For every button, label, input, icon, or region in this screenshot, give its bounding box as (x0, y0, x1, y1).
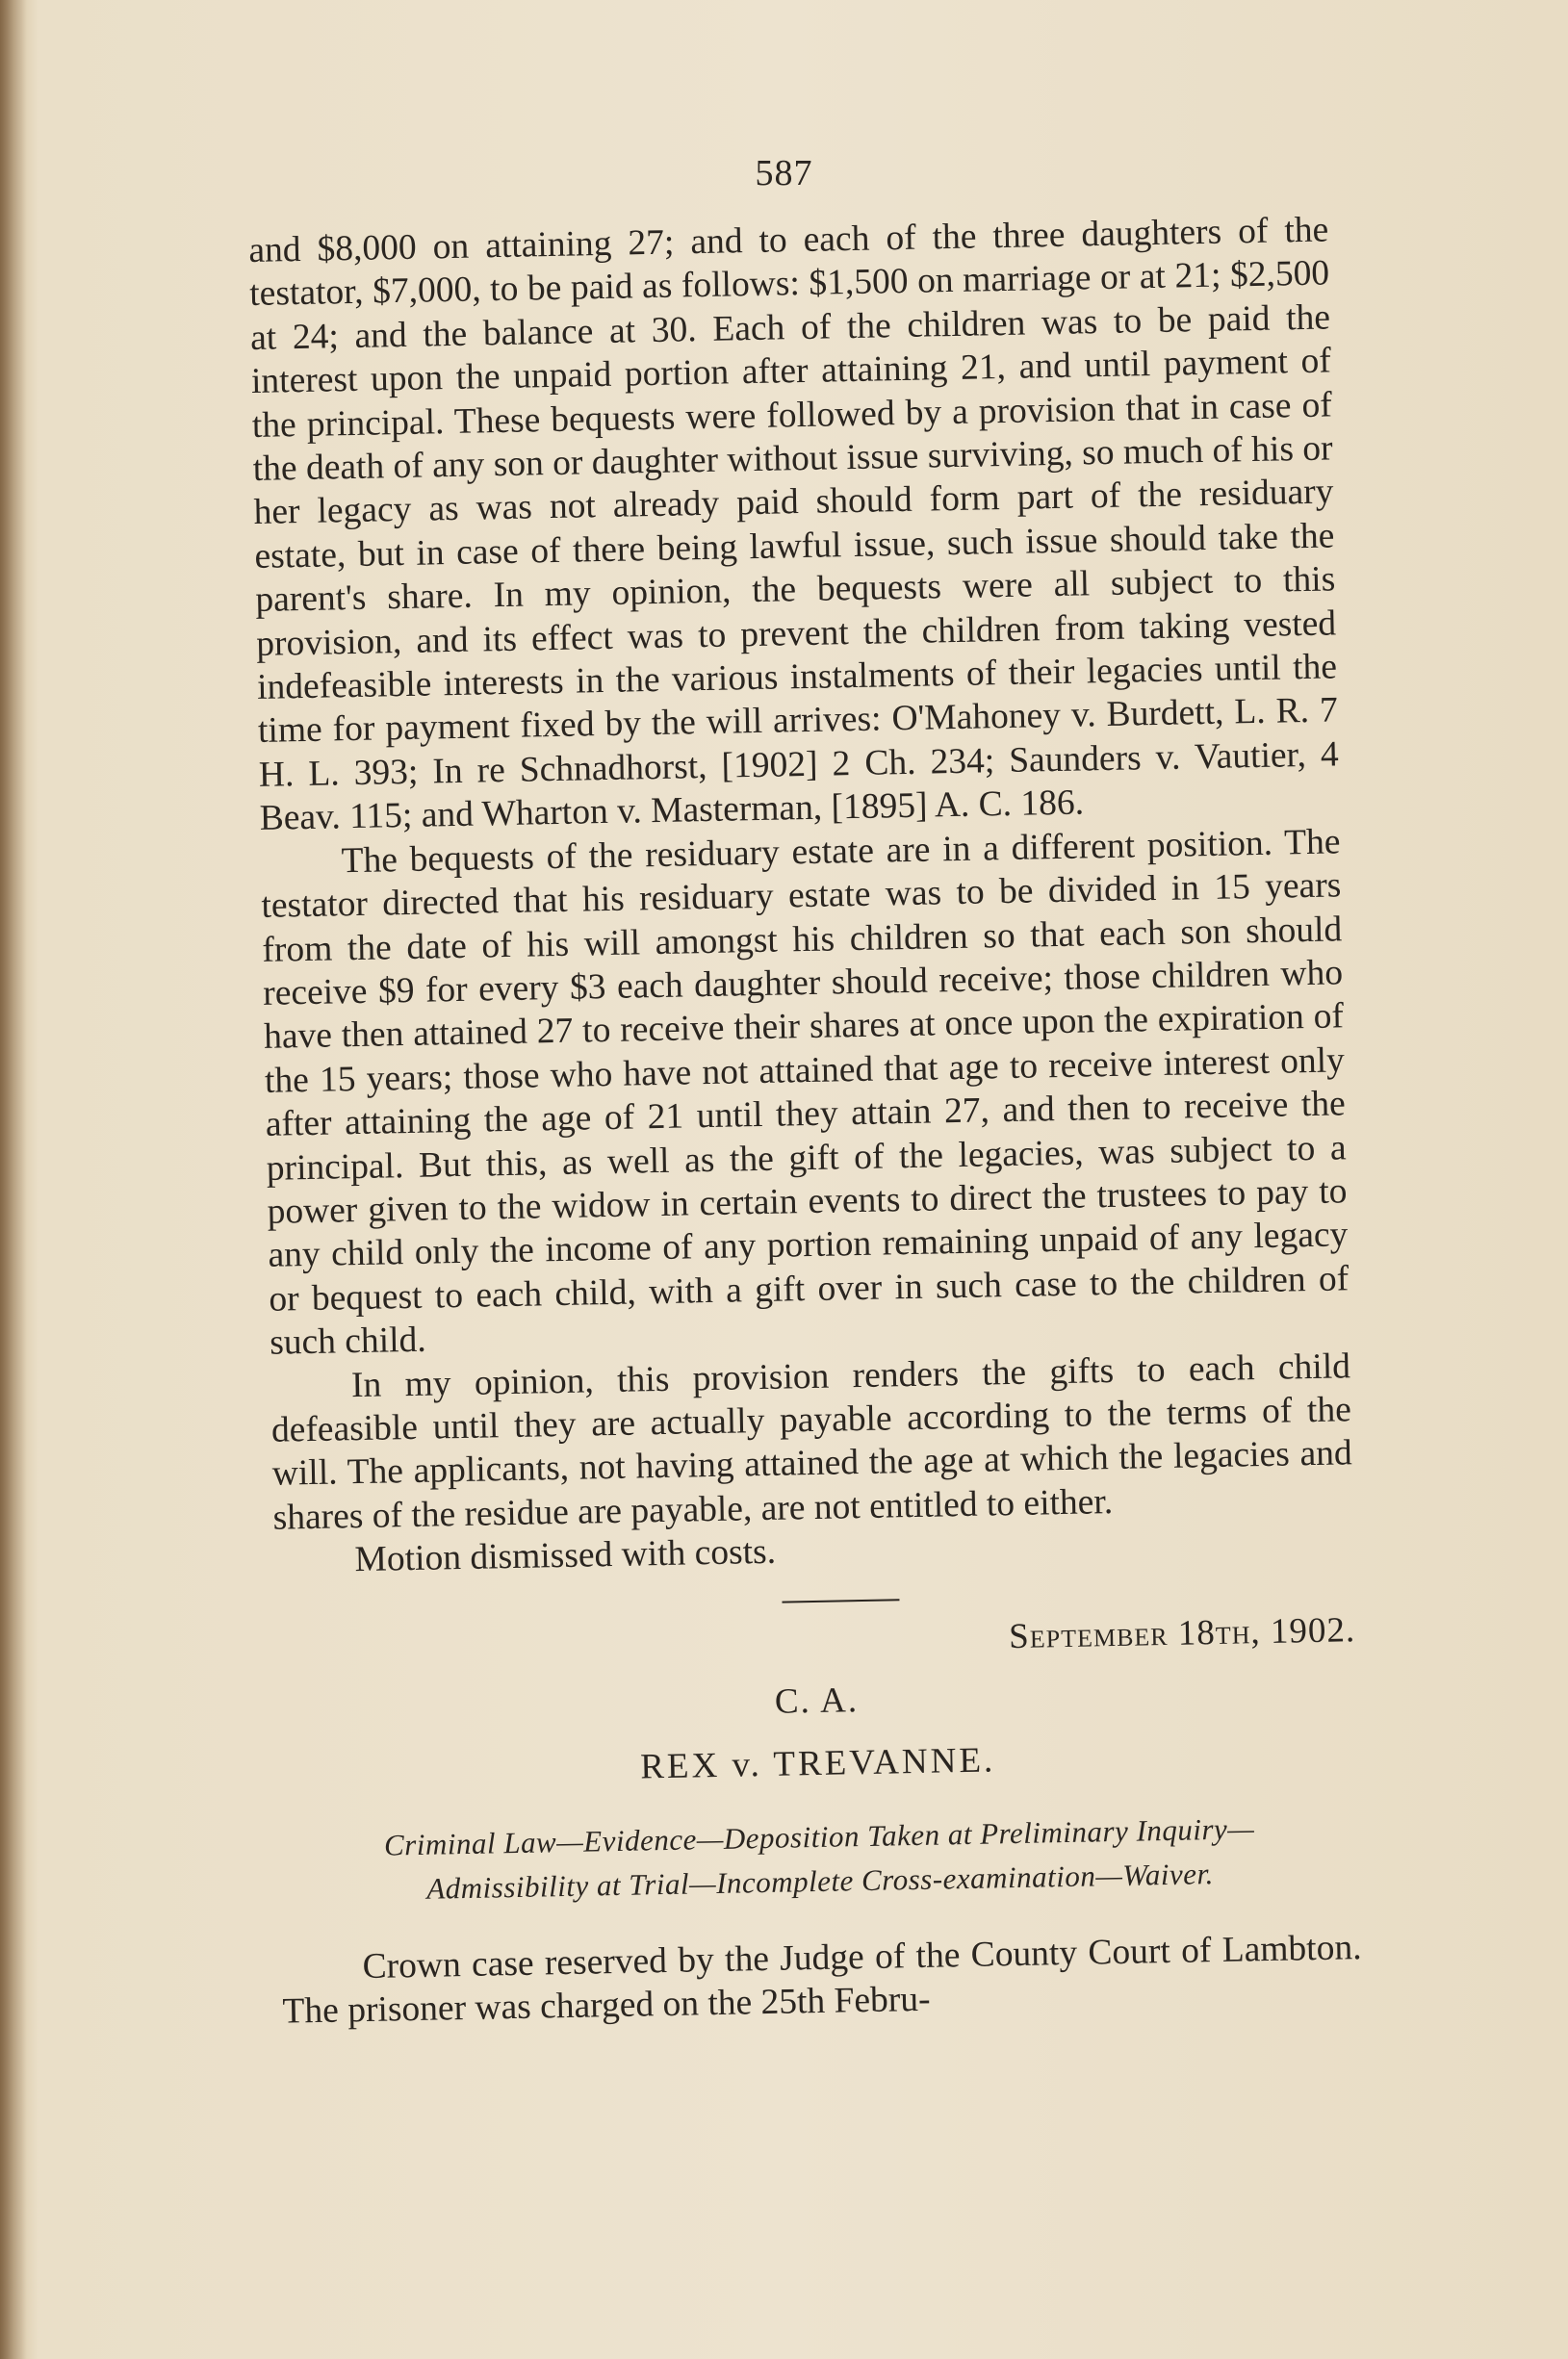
case-title: REX v. TREVANNE. (639, 1739, 996, 1787)
text-block (248, 208, 1363, 2034)
paragraph-crown-case: Crown case reserved by the Judge of the County Court of Lambton. The prisoner was charged on the 25th Febru- (282, 1927, 1362, 2032)
section-divider (782, 1599, 899, 1603)
paragraph-opinion: In my opinion, this provision renders the gifts to each child defeasible until they are actually payable according to the terms of the will. The applicants, not having attained the age at which the legacies and shares of the residue are payable, are not entitled to either. (270, 1346, 1353, 1538)
court-label: C. A. (774, 1680, 860, 1722)
headnote-line-1: Criminal Law—Evidence—Deposition Taken at Preliminary Inquiry— (383, 1810, 1255, 1862)
decision-date: September 18th, 1902. (1008, 1609, 1356, 1656)
headnote (279, 1805, 1361, 1914)
paragraph-residuary: The bequests of the residuary estate are in a different position. The testator directed that his residuary estate was to be divided in 15 years from the date of his will amongst his children so that each son should receive $9 for every $3 each daughter should receive; those children who have then attained 27 to receive their shares at once upon the expiration of the 15 years; those who have not attained that age to receive interest only after attaining the age of 21 until they attain 27, and then to receive the principal. But this, as well as the gift of the legacies, was subject to a power given to the widow in certain events to direct the trustees to pay to any child only the income of any portion remaining unpaid of any legacy or bequest to each child, with a gift over in such case to the children of such child. (261, 822, 1350, 1363)
paragraph-continuation: and $8,000 on attaining 27; and to each of the three daughters of the testator, $7,000, to be paid as follows: $1,500 on marriage or at 21; $2,500 at 24; and the balance at 30. Each of the children was to be paid the interest upon the unpaid portion after attaining 21, and until payment of the principal. These bequests were followed by a provision that in case of the death of any son or daughter without issue surviving, so much of his or her legacy as was not already paid should form part of the residuary estate, but in case of there being lawful issue, such issue should take the parent's share. In my opinion, the bequests were all subject to this provision, and its effect was to prevent the children from taking vested indefeasible interests in the various instalments of their legacies until the time for payment fixed by the will arrives: O'Mahoney v. Burdett, L. R. 7 H. L. 393; In re Schnadhorst, [1902] 2 Ch. 234; Saunders v. Vautier, 4 Beav. 115; and Wharton v. Masterman, [1895] A. C. 186. (248, 210, 1340, 839)
page-number: 587 (755, 153, 813, 193)
motion-result: Motion dismissed with costs. (354, 1531, 777, 1580)
headnote-line-2: Admissibility at Trial—Incomplete Cross-examination—Waiver. (425, 1856, 1215, 1906)
binding-shadow (0, 0, 27, 2359)
